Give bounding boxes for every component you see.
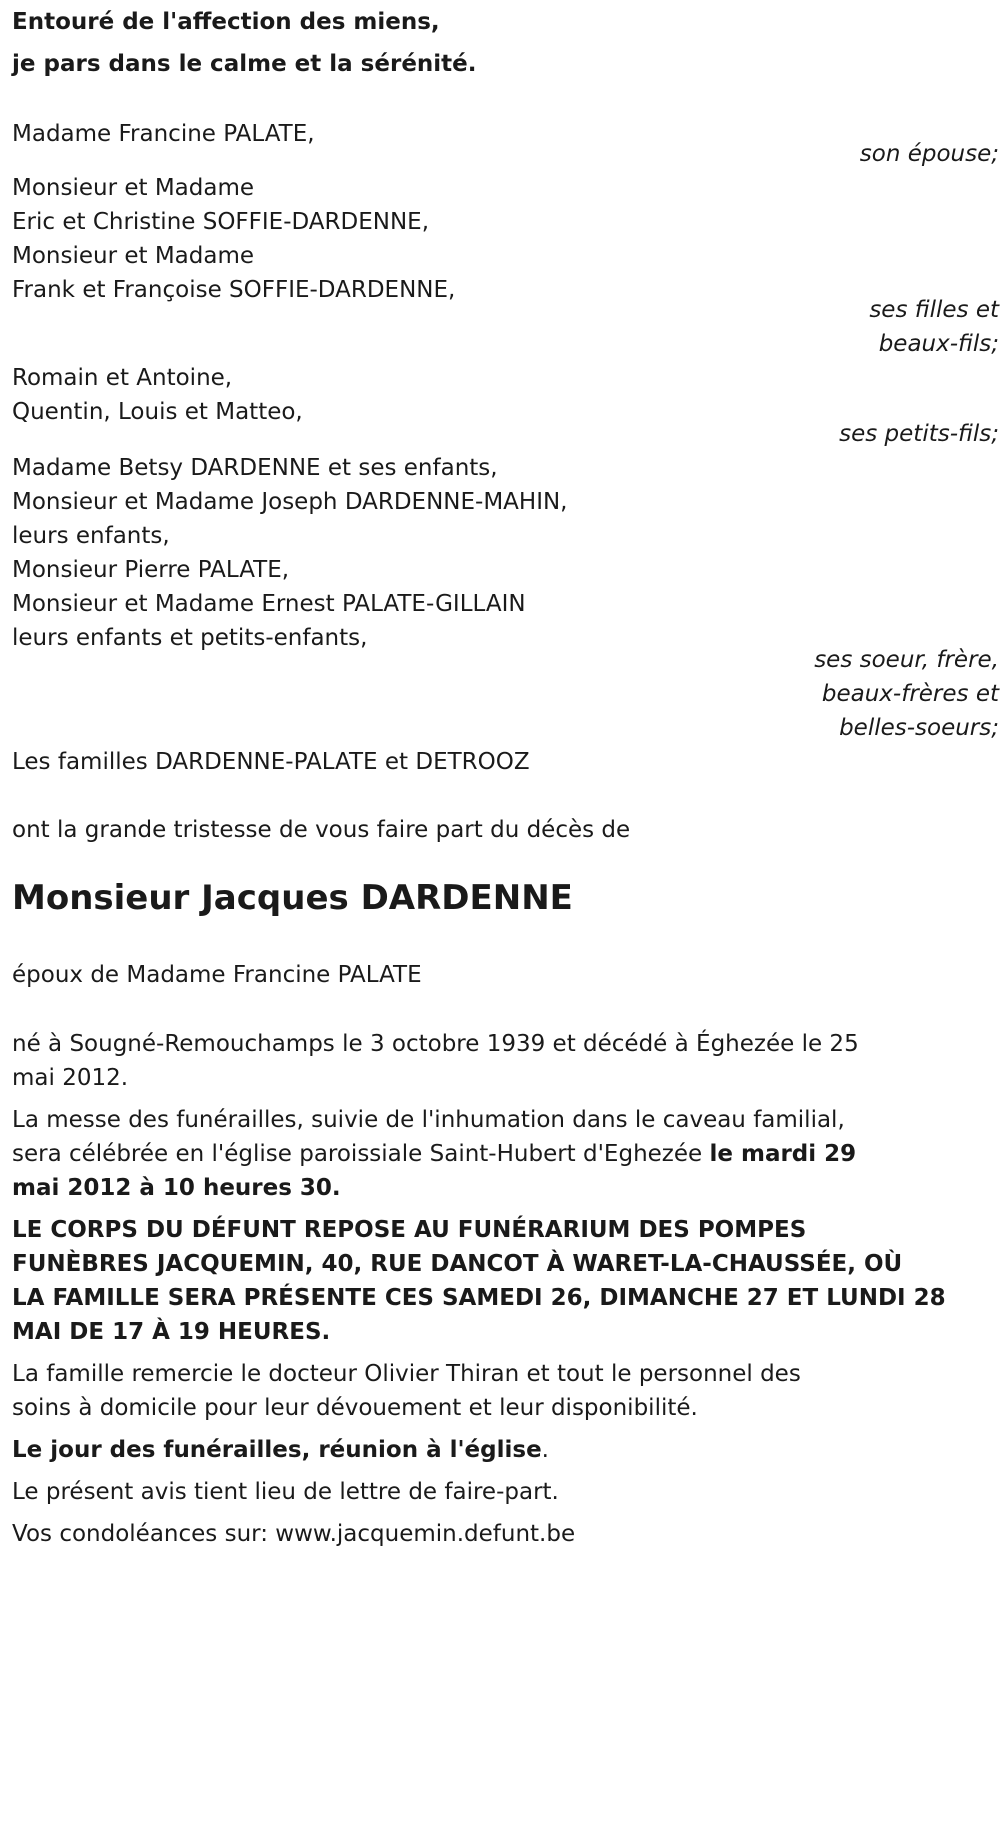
body-notice-line-3: LA FAMILLE SERA PRÉSENTE CES SAMEDI 26, DIMANCHE 27 ET LUNDI 28 bbox=[12, 1285, 946, 1311]
sibling-line-5: Monsieur et Madame Ernest PALATE-GILLAIN bbox=[12, 591, 526, 617]
daughter-line-3: Monsieur et Madame bbox=[12, 243, 255, 269]
header-line-1: Entouré de l'affection des miens, bbox=[12, 9, 440, 35]
meeting-line bbox=[12, 1430, 549, 1470]
birth-death-line-2: mai 2012. bbox=[12, 1065, 129, 1091]
spouse-of: époux de Madame Francine PALATE bbox=[12, 962, 422, 988]
condolences-line[interactable]: Vos condoléances sur: www.jacquemin.defunt.be bbox=[12, 1521, 576, 1547]
sibling-line-6: leurs enfants et petits-enfants, bbox=[12, 625, 368, 651]
daughter-line-4: Frank et Françoise SOFFIE-DARDENNE, bbox=[12, 277, 456, 303]
meeting-end: . bbox=[541, 1437, 549, 1463]
families-line: Les familles DARDENNE-PALATE et DETROOZ bbox=[12, 749, 530, 775]
birth-death-line-1: né à Sougné-Remouchamps le 3 octobre 1939 et décédé à Éghezée le 25 bbox=[12, 1031, 859, 1057]
daughter-line-1: Monsieur et Madame bbox=[12, 175, 255, 201]
announcement-intro: ont la grande tristesse de vous faire part du décès de bbox=[12, 817, 631, 843]
sibling-line-4: Monsieur Pierre PALATE, bbox=[12, 557, 290, 583]
notice-line: Le présent avis tient lieu de lettre de faire-part. bbox=[12, 1479, 559, 1505]
sibling-line-1: Madame Betsy DARDENNE et ses enfants, bbox=[12, 455, 498, 481]
body-notice-line-4: MAI DE 17 À 19 HEURES. bbox=[12, 1319, 331, 1345]
siblings-role-2: beaux-frères et bbox=[821, 681, 999, 707]
daughters-role-1: ses filles et bbox=[869, 297, 999, 323]
body-notice-line-1: LE CORPS DU DÉFUNT REPOSE AU FUNÉRARIUM DES POMPES bbox=[12, 1217, 807, 1243]
sibling-line-2: Monsieur et Madame Joseph DARDENNE-MAHIN, bbox=[12, 489, 568, 515]
mass-date-bold: le mardi 29 bbox=[709, 1141, 857, 1167]
daughter-line-2: Eric et Christine SOFFIE-DARDENNE, bbox=[12, 209, 430, 235]
mass-line-2-plain: sera célébrée en l'église paroissiale Saint-Hubert d'Eghezée bbox=[12, 1141, 710, 1167]
grandson-line-2: Quentin, Louis et Matteo, bbox=[12, 399, 303, 425]
deceased-name: Monsieur Jacques DARDENNE bbox=[12, 878, 573, 918]
grandson-line-1: Romain et Antoine, bbox=[12, 365, 233, 391]
spouse-name: Madame Francine PALATE, bbox=[12, 121, 315, 147]
spouse-role: son épouse; bbox=[859, 141, 999, 167]
siblings-role-3: belles-soeurs; bbox=[839, 715, 999, 741]
mass-line-3: mai 2012 à 10 heures 30. bbox=[12, 1175, 341, 1201]
daughters-role-2: beaux-fils; bbox=[878, 331, 999, 357]
body-notice-line-2: FUNÈBRES JACQUEMIN, 40, RUE DANCOT À WARET-LA-CHAUSSÉE, OÙ bbox=[12, 1251, 903, 1277]
header-line-2: je pars dans le calme et la sérénité. bbox=[12, 51, 477, 77]
mass-line-1: La messe des funérailles, suivie de l'inhumation dans le caveau familial, bbox=[12, 1107, 845, 1133]
sibling-line-3: leurs enfants, bbox=[12, 523, 170, 549]
thanks-line-1: La famille remercie le docteur Olivier Thiran et tout le personnel des bbox=[12, 1361, 801, 1387]
thanks-line-2: soins à domicile pour leur dévouement et leur disponibilité. bbox=[12, 1395, 698, 1421]
meeting-bold: Le jour des funérailles, réunion à l'église bbox=[12, 1437, 542, 1463]
siblings-role-1: ses soeur, frère, bbox=[814, 647, 999, 673]
grandsons-role: ses petits-fils; bbox=[839, 421, 999, 447]
